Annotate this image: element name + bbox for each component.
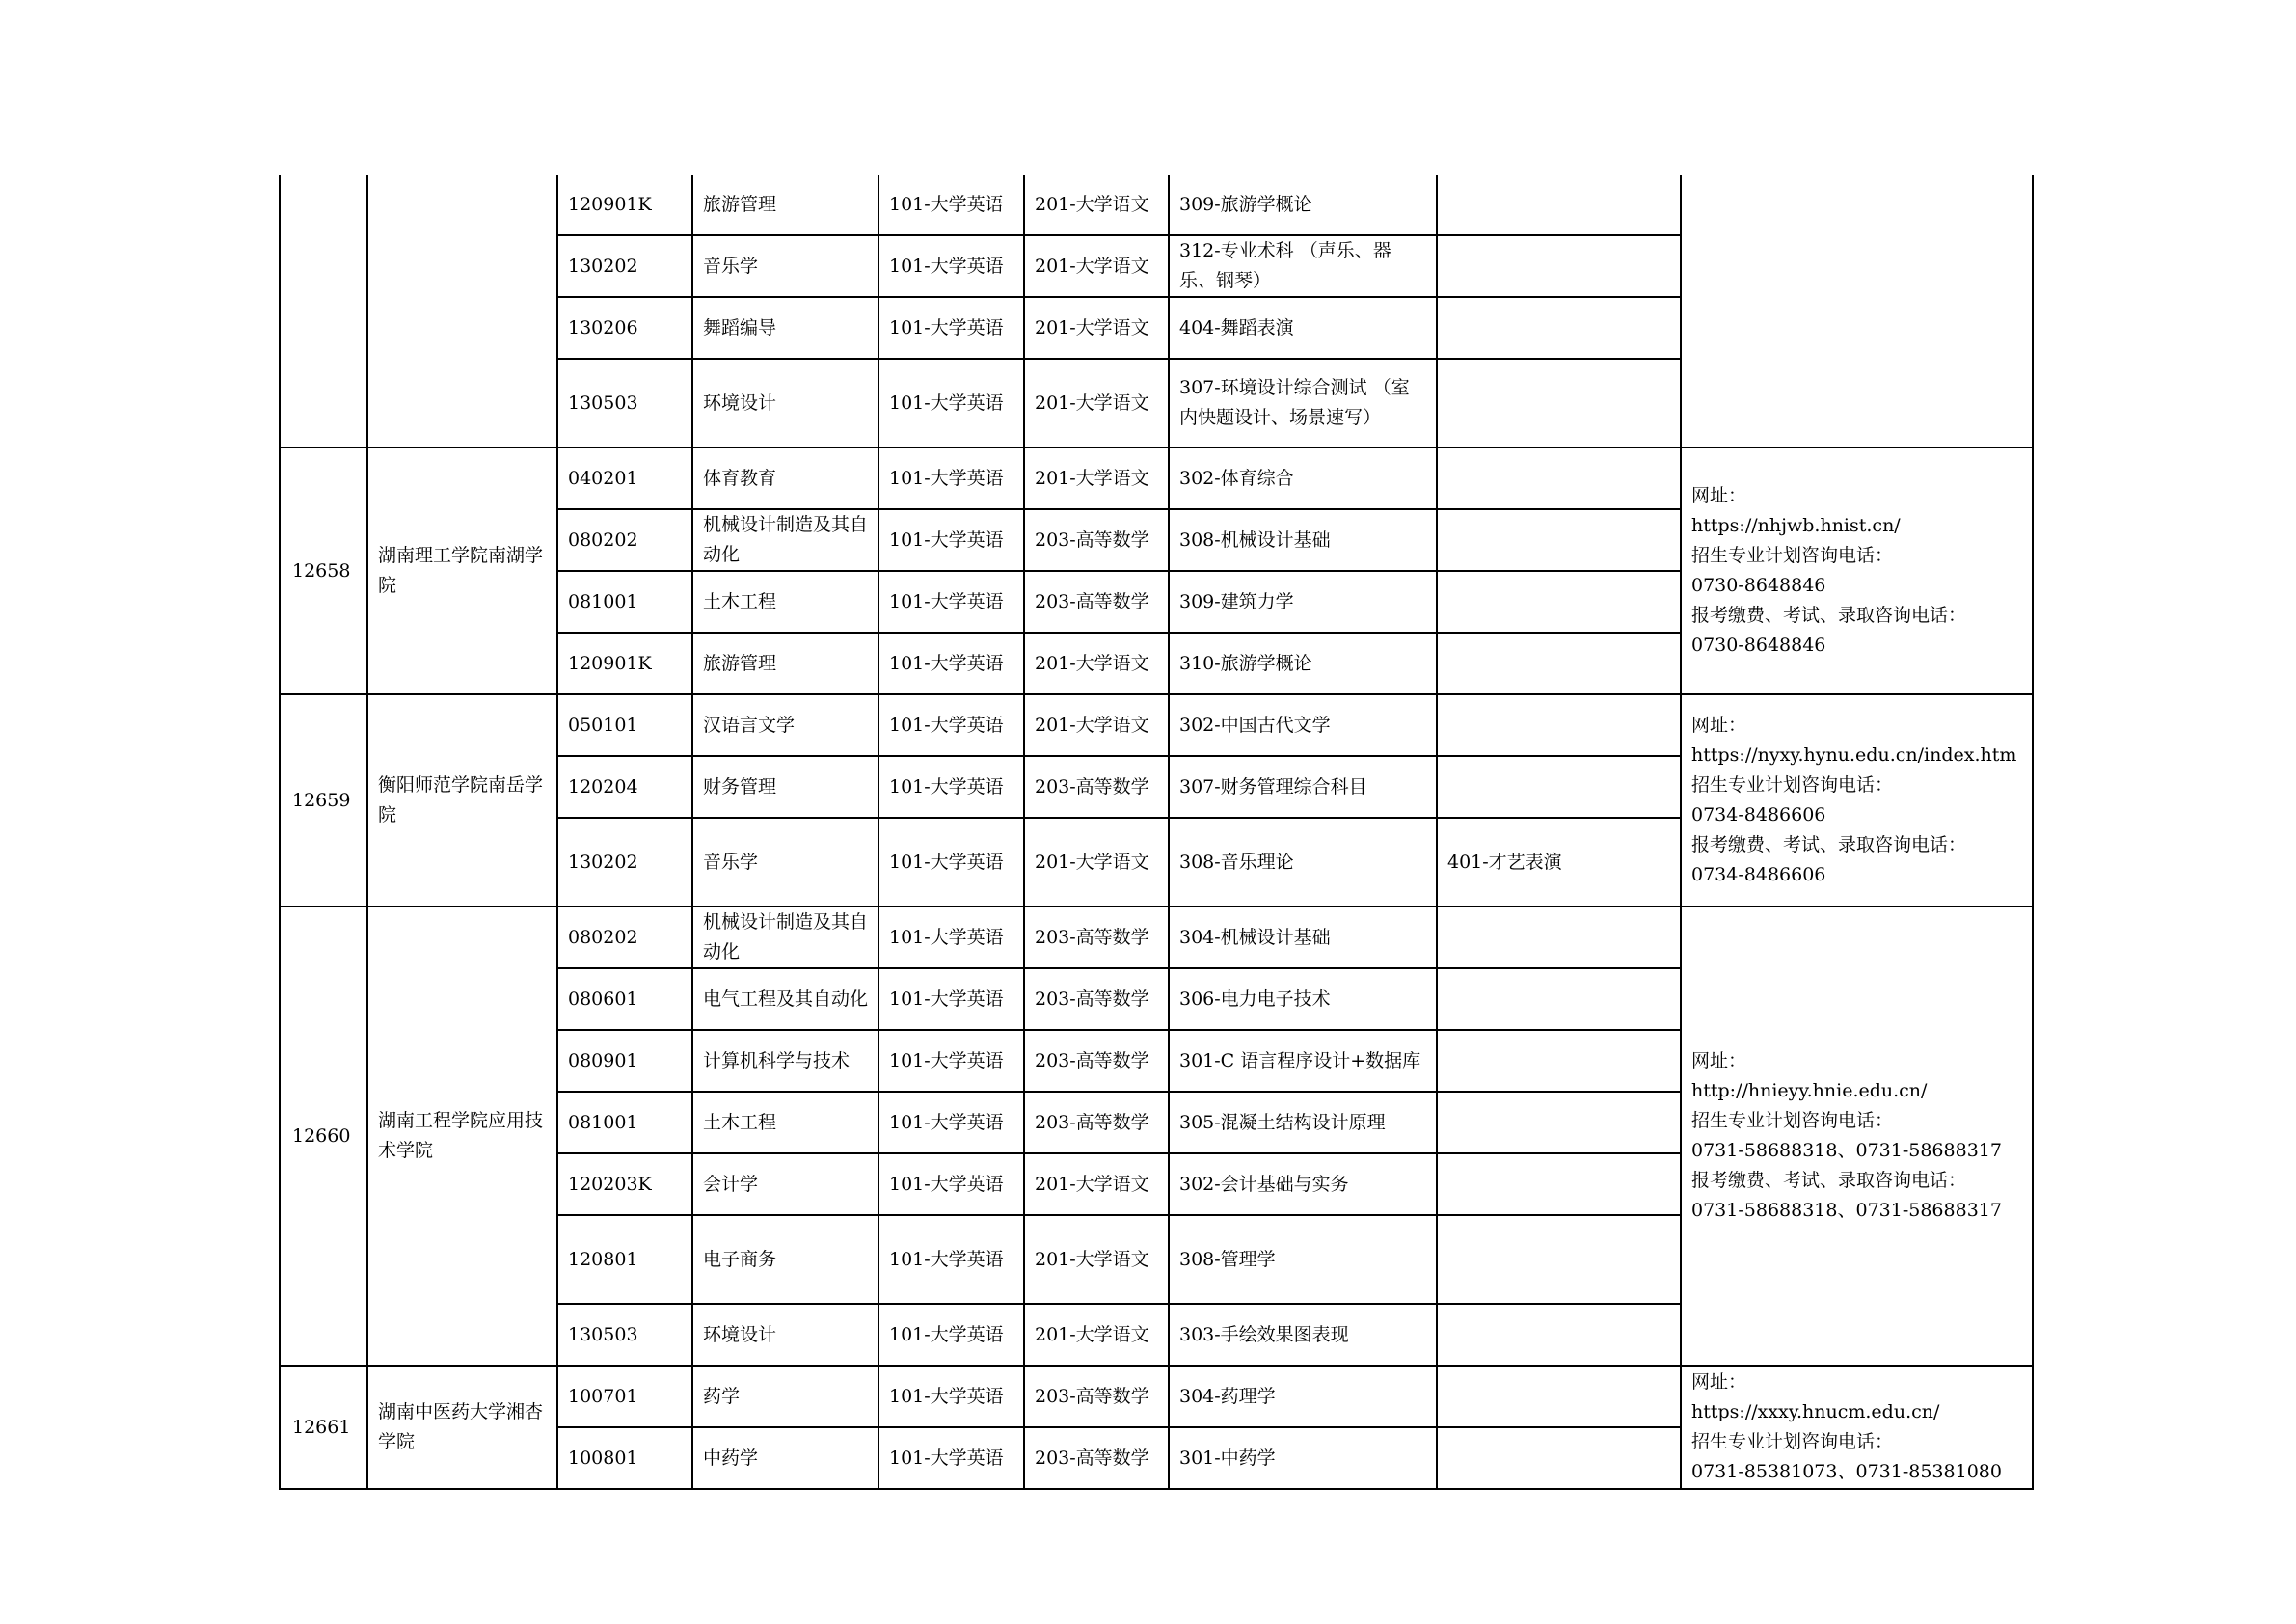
exam-professional-cell: 302-中国古代文学	[1169, 694, 1437, 756]
exam-extra-cell	[1437, 1366, 1681, 1427]
major-code-cell: 130202	[557, 818, 692, 907]
exam-extra-cell	[1437, 968, 1681, 1030]
major-code-cell: 130206	[557, 297, 692, 359]
exam-extra-cell	[1437, 756, 1681, 818]
website-link[interactable]: https://nhjwb.hnist.cn/	[1691, 515, 1901, 536]
major-code-cell: 130503	[557, 1304, 692, 1366]
major-name-cell: 财务管理	[692, 756, 878, 818]
exam-professional-cell: 404-舞蹈表演	[1169, 297, 1437, 359]
exam-extra-cell	[1437, 175, 1681, 235]
exam-extra-cell	[1437, 1092, 1681, 1153]
exam-extra-cell	[1437, 1304, 1681, 1366]
contact-line: 网址：	[1691, 715, 1747, 736]
contact-line: 报考缴费、考试、录取咨询电话：	[1691, 834, 1967, 855]
exam-professional-cell: 308-管理学	[1169, 1215, 1437, 1304]
contact-line: 0734-8486606	[1691, 804, 1826, 826]
exam-professional-cell: 309-建筑力学	[1169, 571, 1437, 633]
school-name-cell: 湖南工程学院应用技术学院	[367, 907, 557, 1366]
major-name-cell: 中药学	[692, 1427, 878, 1489]
exam-second-cell: 203-高等数学	[1024, 1092, 1169, 1153]
major-name-cell: 旅游管理	[692, 633, 878, 694]
exam-english-cell: 101-大学英语	[878, 447, 1024, 509]
exam-second-cell: 203-高等数学	[1024, 509, 1169, 571]
major-code-cell: 080601	[557, 968, 692, 1030]
contact-line: 网址：	[1691, 1050, 1747, 1071]
contact-line: 0730-8648846	[1691, 575, 1826, 596]
exam-extra-cell	[1437, 1153, 1681, 1215]
major-code-cell: 081001	[557, 1092, 692, 1153]
exam-professional-cell: 309-旅游学概论	[1169, 175, 1437, 235]
major-code-cell: 040201	[557, 447, 692, 509]
exam-professional-cell: 308-机械设计基础	[1169, 509, 1437, 571]
school-code-cell: 12658	[280, 447, 367, 694]
major-name-cell: 环境设计	[692, 359, 878, 447]
exam-english-cell: 101-大学英语	[878, 968, 1024, 1030]
major-name-cell: 药学	[692, 1366, 878, 1427]
exam-extra-cell	[1437, 1030, 1681, 1092]
exam-professional-cell: 301-中药学	[1169, 1427, 1437, 1489]
exam-english-cell: 101-大学英语	[878, 818, 1024, 907]
table-row	[280, 175, 2033, 235]
school-name-cell: 湖南理工学院南湖学院	[367, 447, 557, 694]
school-code-cell: 12661	[280, 1366, 367, 1489]
major-name-cell: 机械设计制造及其自动化	[692, 907, 878, 968]
exam-second-cell: 201-大学语文	[1024, 1304, 1169, 1366]
major-code-cell: 050101	[557, 694, 692, 756]
table-body	[280, 175, 2033, 1489]
major-name-cell: 舞蹈编导	[692, 297, 878, 359]
exam-extra-cell	[1437, 509, 1681, 571]
exam-english-cell: 101-大学英语	[878, 1215, 1024, 1304]
website-link[interactable]: https://xxxy.hnucm.edu.cn/	[1691, 1401, 1940, 1422]
exam-professional-cell: 306-电力电子技术	[1169, 968, 1437, 1030]
major-name-cell: 音乐学	[692, 818, 878, 907]
exam-english-cell: 101-大学英语	[878, 571, 1024, 633]
table-row	[280, 447, 2033, 509]
major-code-cell: 081001	[557, 571, 692, 633]
contact-line: 0731-58688318、0731-58688317	[1691, 1200, 2002, 1221]
school-code-cell	[280, 175, 367, 447]
exam-professional-cell: 305-混凝土结构设计原理	[1169, 1092, 1437, 1153]
contact-line: 报考缴费、考试、录取咨询电话：	[1691, 605, 1967, 626]
exam-second-cell: 201-大学语文	[1024, 235, 1169, 297]
contact-info-cell	[1681, 447, 2033, 694]
major-name-cell: 土木工程	[692, 1092, 878, 1153]
major-name-cell: 环境设计	[692, 1304, 878, 1366]
contact-line: 报考缴费、考试、录取咨询电话：	[1691, 1170, 1967, 1191]
major-code-cell: 130202	[557, 235, 692, 297]
exam-professional-cell: 304-机械设计基础	[1169, 907, 1437, 968]
exam-professional-cell: 304-药理学	[1169, 1366, 1437, 1427]
exam-extra-cell	[1437, 359, 1681, 447]
exam-english-cell: 101-大学英语	[878, 1030, 1024, 1092]
major-name-cell: 体育教育	[692, 447, 878, 509]
exam-second-cell: 203-高等数学	[1024, 968, 1169, 1030]
major-code-cell: 080202	[557, 509, 692, 571]
exam-extra-cell	[1437, 1427, 1681, 1489]
contact-line: 0731-85381073、0731-85381080	[1691, 1461, 2002, 1482]
major-name-cell: 电子商务	[692, 1215, 878, 1304]
exam-professional-cell: 303-手绘效果图表现	[1169, 1304, 1437, 1366]
exam-english-cell: 101-大学英语	[878, 633, 1024, 694]
major-name-cell: 汉语言文学	[692, 694, 878, 756]
major-name-cell: 机械设计制造及其自动化	[692, 509, 878, 571]
major-code-cell: 100801	[557, 1427, 692, 1489]
major-code-cell: 120901K	[557, 633, 692, 694]
exam-english-cell: 101-大学英语	[878, 1153, 1024, 1215]
exam-english-cell: 101-大学英语	[878, 756, 1024, 818]
exam-extra-cell	[1437, 235, 1681, 297]
exam-english-cell: 101-大学英语	[878, 1092, 1024, 1153]
exam-professional-cell: 310-旅游学概论	[1169, 633, 1437, 694]
school-code-cell: 12659	[280, 694, 367, 907]
website-link[interactable]: http://hnieyy.hnie.edu.cn/	[1691, 1080, 1928, 1101]
exam-english-cell: 101-大学英语	[878, 175, 1024, 235]
exam-second-cell: 201-大学语文	[1024, 297, 1169, 359]
exam-english-cell: 101-大学英语	[878, 1366, 1024, 1427]
exam-professional-cell: 302-体育综合	[1169, 447, 1437, 509]
exam-second-cell: 201-大学语文	[1024, 633, 1169, 694]
exam-extra-cell	[1437, 1215, 1681, 1304]
contact-info-cell	[1681, 694, 2033, 907]
major-code-cell: 080202	[557, 907, 692, 968]
contact-line: 0731-58688318、0731-58688317	[1691, 1140, 2002, 1161]
table-row	[280, 1366, 2033, 1427]
exam-second-cell: 203-高等数学	[1024, 907, 1169, 968]
exam-professional-cell: 312-专业术科 （声乐、器乐、钢琴）	[1169, 235, 1437, 297]
exam-second-cell: 201-大学语文	[1024, 175, 1169, 235]
exam-extra-cell	[1437, 447, 1681, 509]
exam-english-cell: 101-大学英语	[878, 509, 1024, 571]
exam-second-cell: 203-高等数学	[1024, 1030, 1169, 1092]
exam-second-cell: 201-大学语文	[1024, 1215, 1169, 1304]
contact-line: 招生专业计划咨询电话：	[1691, 774, 1894, 796]
contact-line: 网址：	[1691, 485, 1747, 506]
exam-second-cell: 201-大学语文	[1024, 694, 1169, 756]
exam-second-cell: 201-大学语文	[1024, 359, 1169, 447]
contact-line: 招生专业计划咨询电话：	[1691, 1110, 1894, 1131]
contact-line: 招生专业计划咨询电话：	[1691, 1431, 1894, 1452]
contact-line: 招生专业计划咨询电话：	[1691, 545, 1894, 566]
website-link[interactable]: https://nyxy.hynu.edu.cn/index.htm	[1691, 744, 2017, 766]
major-name-cell: 旅游管理	[692, 175, 878, 235]
exam-second-cell: 201-大学语文	[1024, 447, 1169, 509]
exam-second-cell: 203-高等数学	[1024, 1427, 1169, 1489]
exam-second-cell: 203-高等数学	[1024, 756, 1169, 818]
major-code-cell: 100701	[557, 1366, 692, 1427]
exam-second-cell: 201-大学语文	[1024, 1153, 1169, 1215]
exam-second-cell: 203-高等数学	[1024, 1366, 1169, 1427]
major-name-cell: 电气工程及其自动化	[692, 968, 878, 1030]
exam-professional-cell: 302-会计基础与实务	[1169, 1153, 1437, 1215]
major-name-cell: 音乐学	[692, 235, 878, 297]
admissions-table	[279, 175, 2034, 1490]
school-name-cell: 衡阳师范学院南岳学院	[367, 694, 557, 907]
exam-professional-cell: 307-财务管理综合科目	[1169, 756, 1437, 818]
exam-professional-cell: 301-C 语言程序设计+数据库	[1169, 1030, 1437, 1092]
major-code-cell: 120801	[557, 1215, 692, 1304]
contact-line: 0730-8648846	[1691, 635, 1826, 656]
exam-english-cell: 101-大学英语	[878, 359, 1024, 447]
exam-extra-cell	[1437, 907, 1681, 968]
exam-english-cell: 101-大学英语	[878, 694, 1024, 756]
major-code-cell: 120203K	[557, 1153, 692, 1215]
major-code-cell: 120901K	[557, 175, 692, 235]
major-name-cell: 会计学	[692, 1153, 878, 1215]
contact-info-cell	[1681, 1366, 2033, 1489]
contact-line: 网址：	[1691, 1371, 1747, 1393]
exam-english-cell: 101-大学英语	[878, 1427, 1024, 1489]
exam-second-cell: 201-大学语文	[1024, 818, 1169, 907]
school-name-cell	[367, 175, 557, 447]
exam-english-cell: 101-大学英语	[878, 907, 1024, 968]
exam-professional-cell: 308-音乐理论	[1169, 818, 1437, 907]
table-row	[280, 694, 2033, 756]
exam-extra-cell	[1437, 571, 1681, 633]
exam-extra-cell	[1437, 694, 1681, 756]
exam-second-cell: 203-高等数学	[1024, 571, 1169, 633]
exam-professional-cell: 307-环境设计综合测试 （室内快题设计、场景速写）	[1169, 359, 1437, 447]
major-code-cell: 130503	[557, 359, 692, 447]
contact-info-cell	[1681, 907, 2033, 1366]
exam-english-cell: 101-大学英语	[878, 297, 1024, 359]
school-name-cell: 湖南中医药大学湘杏学院	[367, 1366, 557, 1489]
major-code-cell: 080901	[557, 1030, 692, 1092]
exam-extra-cell	[1437, 633, 1681, 694]
contact-info-cell	[1681, 175, 2033, 447]
admissions-table-page	[279, 175, 2034, 1490]
table-row	[280, 907, 2033, 968]
contact-line: 0734-8486606	[1691, 864, 1826, 885]
exam-english-cell: 101-大学英语	[878, 235, 1024, 297]
exam-extra-cell	[1437, 297, 1681, 359]
exam-extra-cell: 401-才艺表演	[1437, 818, 1681, 907]
exam-english-cell: 101-大学英语	[878, 1304, 1024, 1366]
major-name-cell: 计算机科学与技术	[692, 1030, 878, 1092]
major-code-cell: 120204	[557, 756, 692, 818]
major-name-cell: 土木工程	[692, 571, 878, 633]
school-code-cell: 12660	[280, 907, 367, 1366]
